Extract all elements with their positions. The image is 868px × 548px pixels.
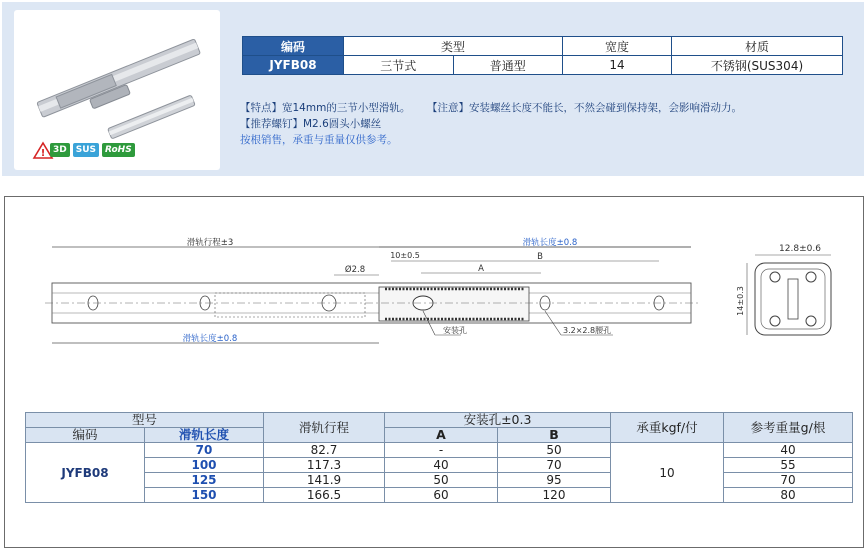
row-length: 150 — [145, 488, 264, 503]
model-header: 型号 — [26, 413, 264, 428]
row-length: 70 — [145, 443, 264, 458]
holes-header: 安装孔±0.3 — [385, 413, 611, 428]
width-dim-label: 12.8±0.6 — [779, 244, 821, 254]
offset-label: 10±0.5 — [390, 251, 420, 260]
type-header: 类型 — [344, 37, 563, 56]
row-a: - — [385, 443, 498, 458]
stroke-header: 滑轨行程 — [264, 413, 385, 443]
product-image — [14, 10, 220, 170]
load-header: 承重kgf/付 — [611, 413, 724, 443]
hole-a-header: A — [385, 428, 498, 443]
3d-badge: 3D — [50, 143, 70, 157]
product-info-table — [242, 36, 843, 75]
type-sections: 三节式 — [344, 56, 454, 75]
load-value: 10 — [611, 443, 724, 503]
screw-note: 【推荐螺钉】M2.6圆头小螺丝 — [240, 118, 382, 130]
row-b: 95 — [498, 473, 611, 488]
row-weight: 40 — [724, 443, 853, 458]
product-notes — [240, 100, 742, 148]
spec-table — [25, 412, 853, 503]
row-weight: 55 — [724, 458, 853, 473]
width-header: 宽度 — [563, 37, 672, 56]
sus-badge: SUS — [73, 143, 99, 157]
rail-drawing — [5, 197, 863, 407]
hole-b-header: B — [498, 428, 611, 443]
row-a: 40 — [385, 458, 498, 473]
mount-hole-label: 安装孔 — [443, 326, 467, 335]
material-value: 不锈钢(SUS304) — [672, 56, 843, 75]
code-header: 编码 — [26, 428, 145, 443]
row-weight: 70 — [724, 473, 853, 488]
row-a: 50 — [385, 473, 498, 488]
row-weight: 80 — [724, 488, 853, 503]
material-header: 材质 — [672, 37, 843, 56]
row-stroke: 82.7 — [264, 443, 385, 458]
caution-note: 【注意】安装螺丝长度不能长，不然会碰到保持架，会影响滑动力。 — [427, 102, 743, 114]
row-b: 120 — [498, 488, 611, 503]
sale-note: 按根销售，承重与重量仅供参考。 — [240, 134, 398, 146]
code-header: 编码 — [243, 37, 344, 56]
row-length: 100 — [145, 458, 264, 473]
product-header-panel — [2, 2, 864, 176]
model-code: JYFB08 — [26, 443, 145, 503]
row-b: 50 — [498, 443, 611, 458]
cross-section — [755, 263, 831, 335]
rohs-badge: RoHS — [102, 143, 135, 157]
rail-length-header: 滑轨长度 — [145, 428, 264, 443]
row-stroke: 141.9 — [264, 473, 385, 488]
rail-length-bottom-label: 滑轨长度±0.8 — [182, 334, 238, 344]
feature-note: 【特点】宽14mm的三节小型滑轨。 — [240, 102, 411, 114]
svg-text:!: ! — [40, 148, 46, 159]
product-code: JYFB08 — [243, 56, 344, 75]
width-value: 14 — [563, 56, 672, 75]
slot-hole-label: 3.2×2.8腰孔 — [563, 326, 612, 335]
rail-length-top-label: 滑轨长度±0.8 — [522, 238, 578, 248]
type-variant: 普通型 — [453, 56, 563, 75]
weight-header: 参考重量g/根 — [724, 413, 853, 443]
diameter-label: Ø2.8 — [344, 265, 366, 275]
row-a: 60 — [385, 488, 498, 503]
dim-a-label: A — [478, 264, 484, 274]
height-dim-label: 14±0.3 — [736, 286, 745, 316]
row-b: 70 — [498, 458, 611, 473]
dim-b-label: B — [537, 252, 543, 262]
row-stroke: 117.3 — [264, 458, 385, 473]
stroke-label: 滑轨行程±3 — [186, 238, 234, 248]
row-length: 125 — [145, 473, 264, 488]
row-stroke: 166.5 — [264, 488, 385, 503]
